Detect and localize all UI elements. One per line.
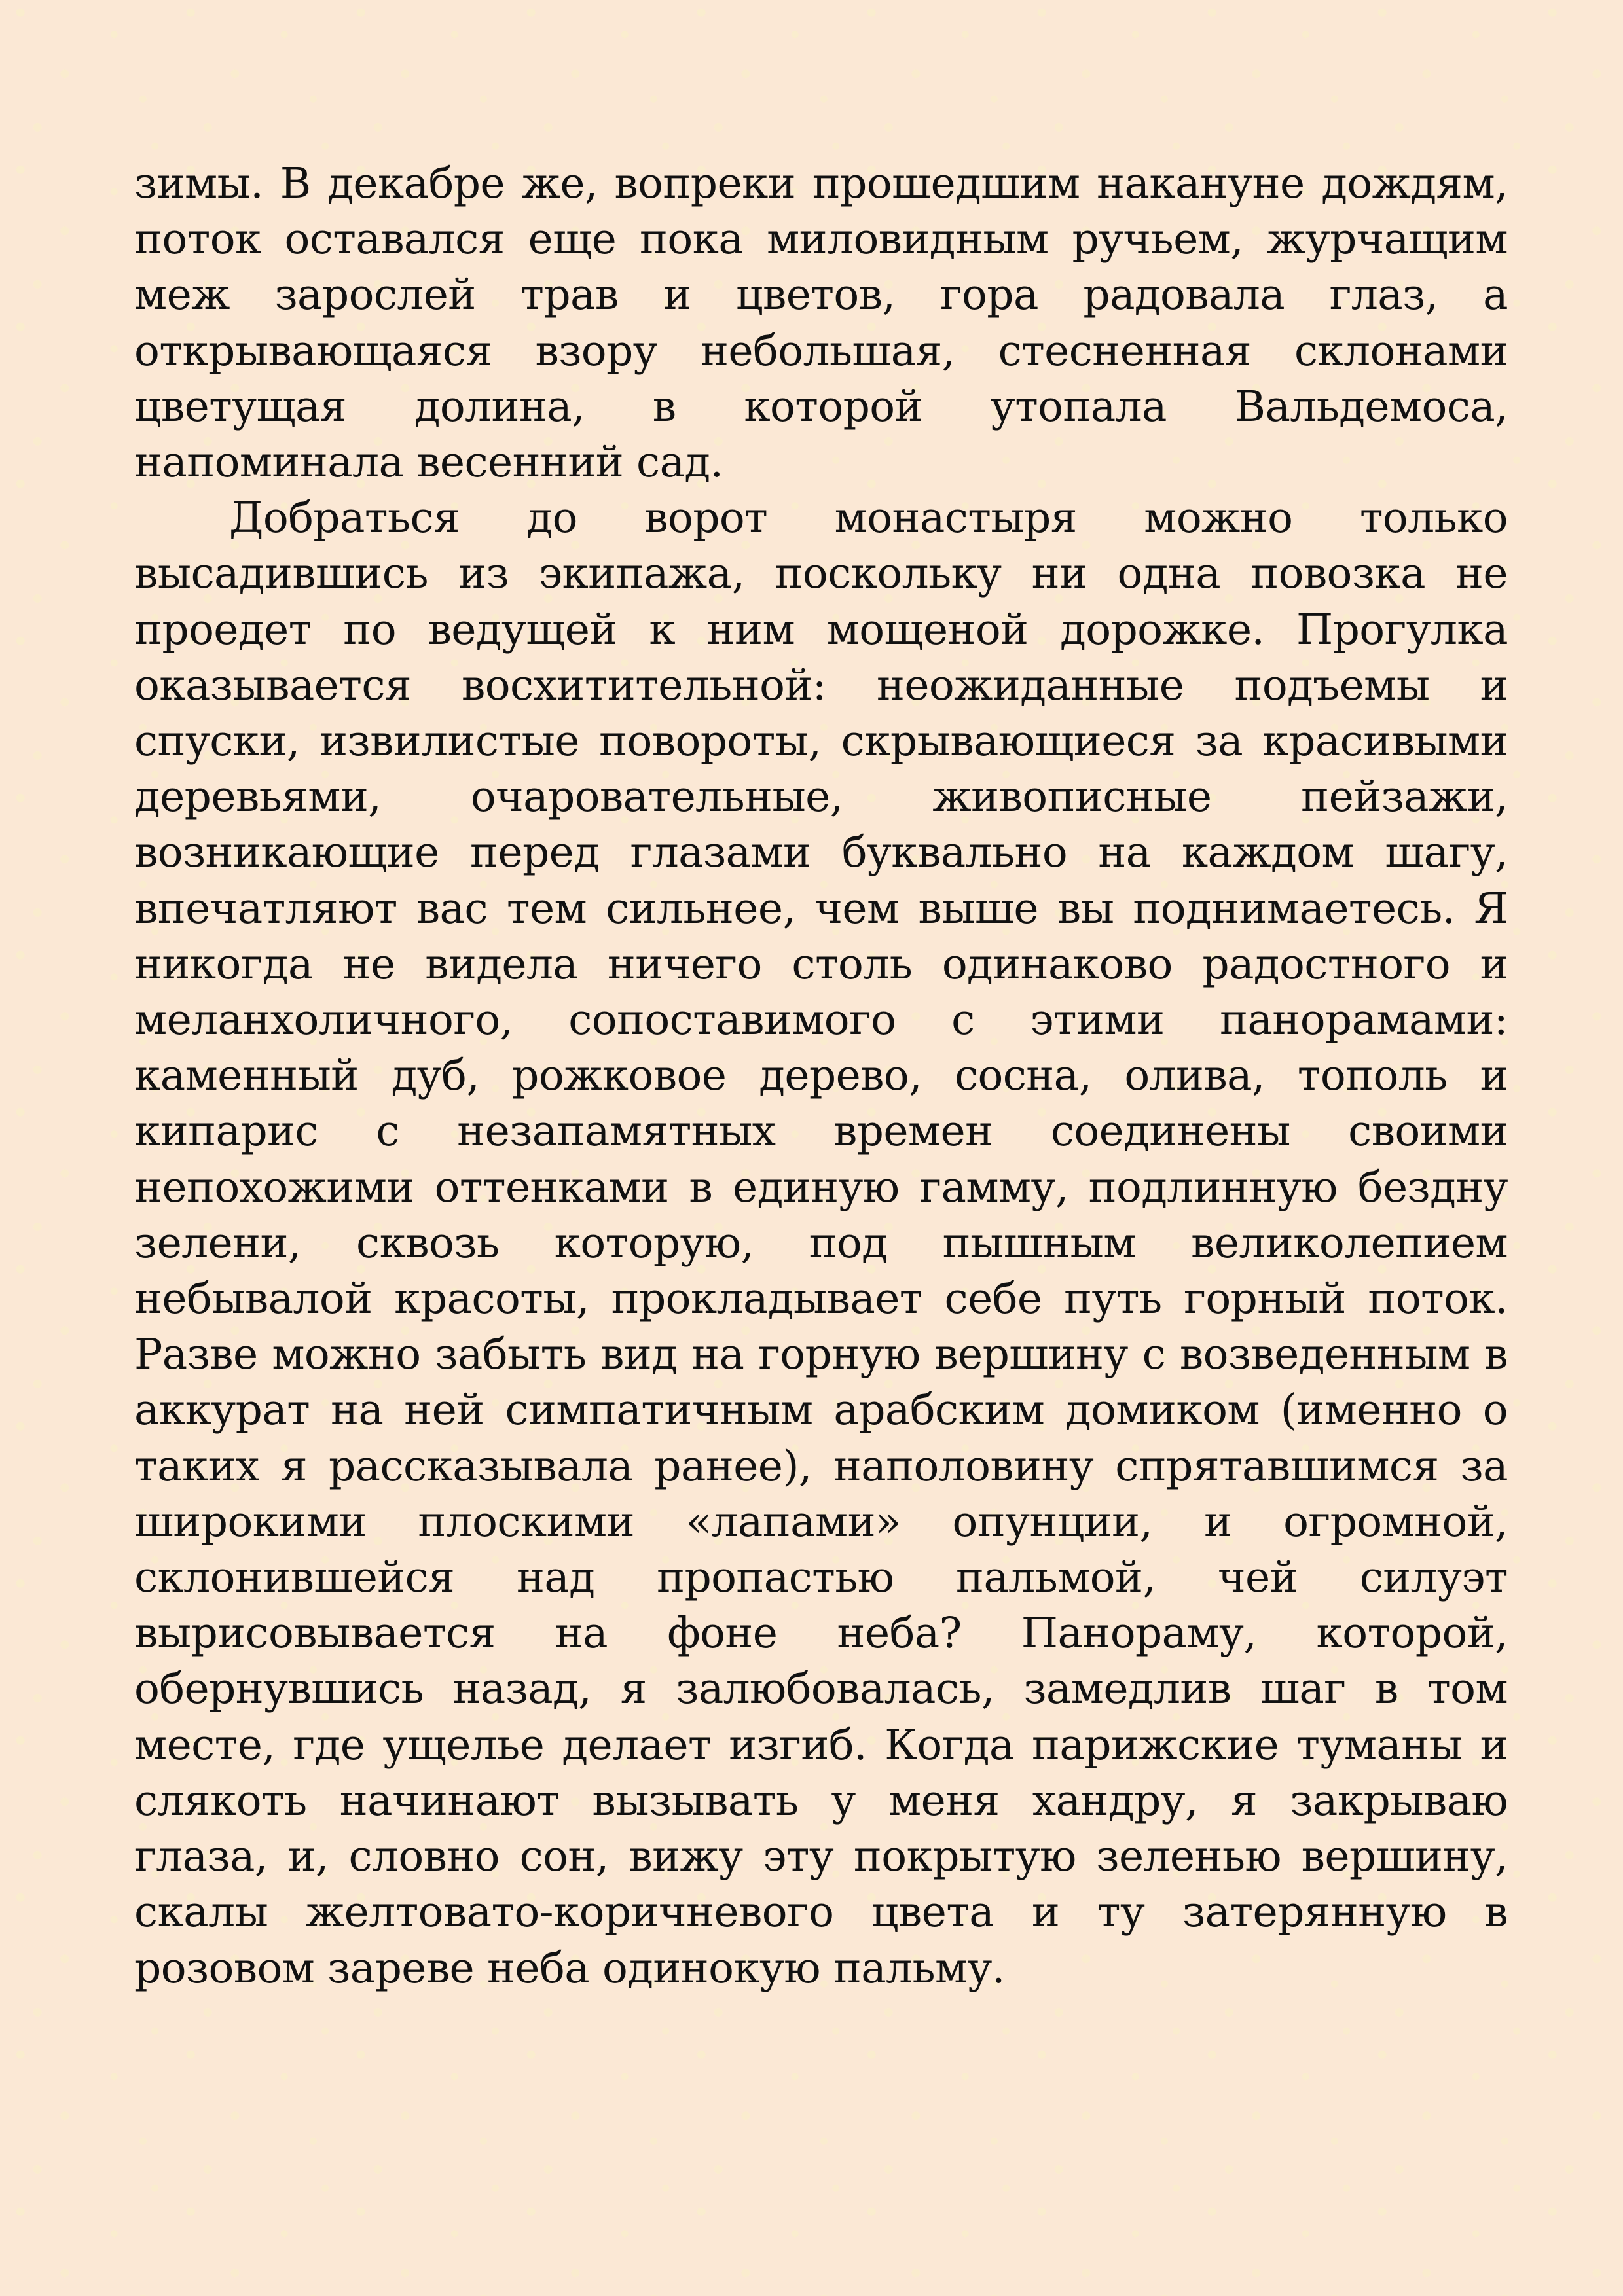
paragraph-1: зимы. В декабре же, вопреки прошедшим накануне дождям, поток оставался еще пока миловидным ручьем, журчащим меж зарослей трав и цветов, гора радовала глаз, а открывающаяся взору небольшая, стесненная склонами цветущая долина, в которой утопала Вальдемоса, напоминала весенний сад. xyxy=(134,159,1508,488)
document-page xyxy=(134,156,1508,1996)
paragraph-2: Добраться до ворот монастыря можно только высадившись из экипажа, поскольку ни одна повозка не проедет по ведущей к ним мощеной дорожке. Прогулка оказывается восхитительной: неожиданные подъемы и спуски, извилистые повороты, скрывающиеся за красивыми деревьями, очаровательные, живописные пейзажи, возникающие перед глазами буквально на каждом шагу, впечатляют вас тем сильнее, чем выше вы поднимаетесь. Я никогда не видела ничего столь одинаково радостного и меланхоличного, сопоставимого с этими панорамами: каменный дуб, рожковое дерево, сосна, олива, тополь и кипарис с незапамятных времен соединены своими непохожими оттенками в единую гамму, подлинную бездну зелени, сквозь которую, под пышным великолепием небывалой красоты, прокладывает себе путь горный поток. Разве можно забыть вид на горную вершину с возведенным в аккурат на ней симпатичным арабским домиком (именно о таких я рассказывала ранее), наполовину спрятавшимся за широкими плоскими «лапами» опунции, и огромной, склонившейся над пропастью пальмой, чей силуэт вырисовывается на фоне неба? Панораму, которой, обернувшись назад, я залюбовалась, замедлив шаг в том месте, где ущелье делает изгиб. Когда парижские туманы и слякоть начинают вызывать у меня хандру, я закрываю глаза, и, словно сон, вижу эту покрытую зеленью вершину, скалы желтовато-коричневого цвета и ту затерянную в розовом зареве неба одинокую пальму. xyxy=(134,493,1508,1993)
